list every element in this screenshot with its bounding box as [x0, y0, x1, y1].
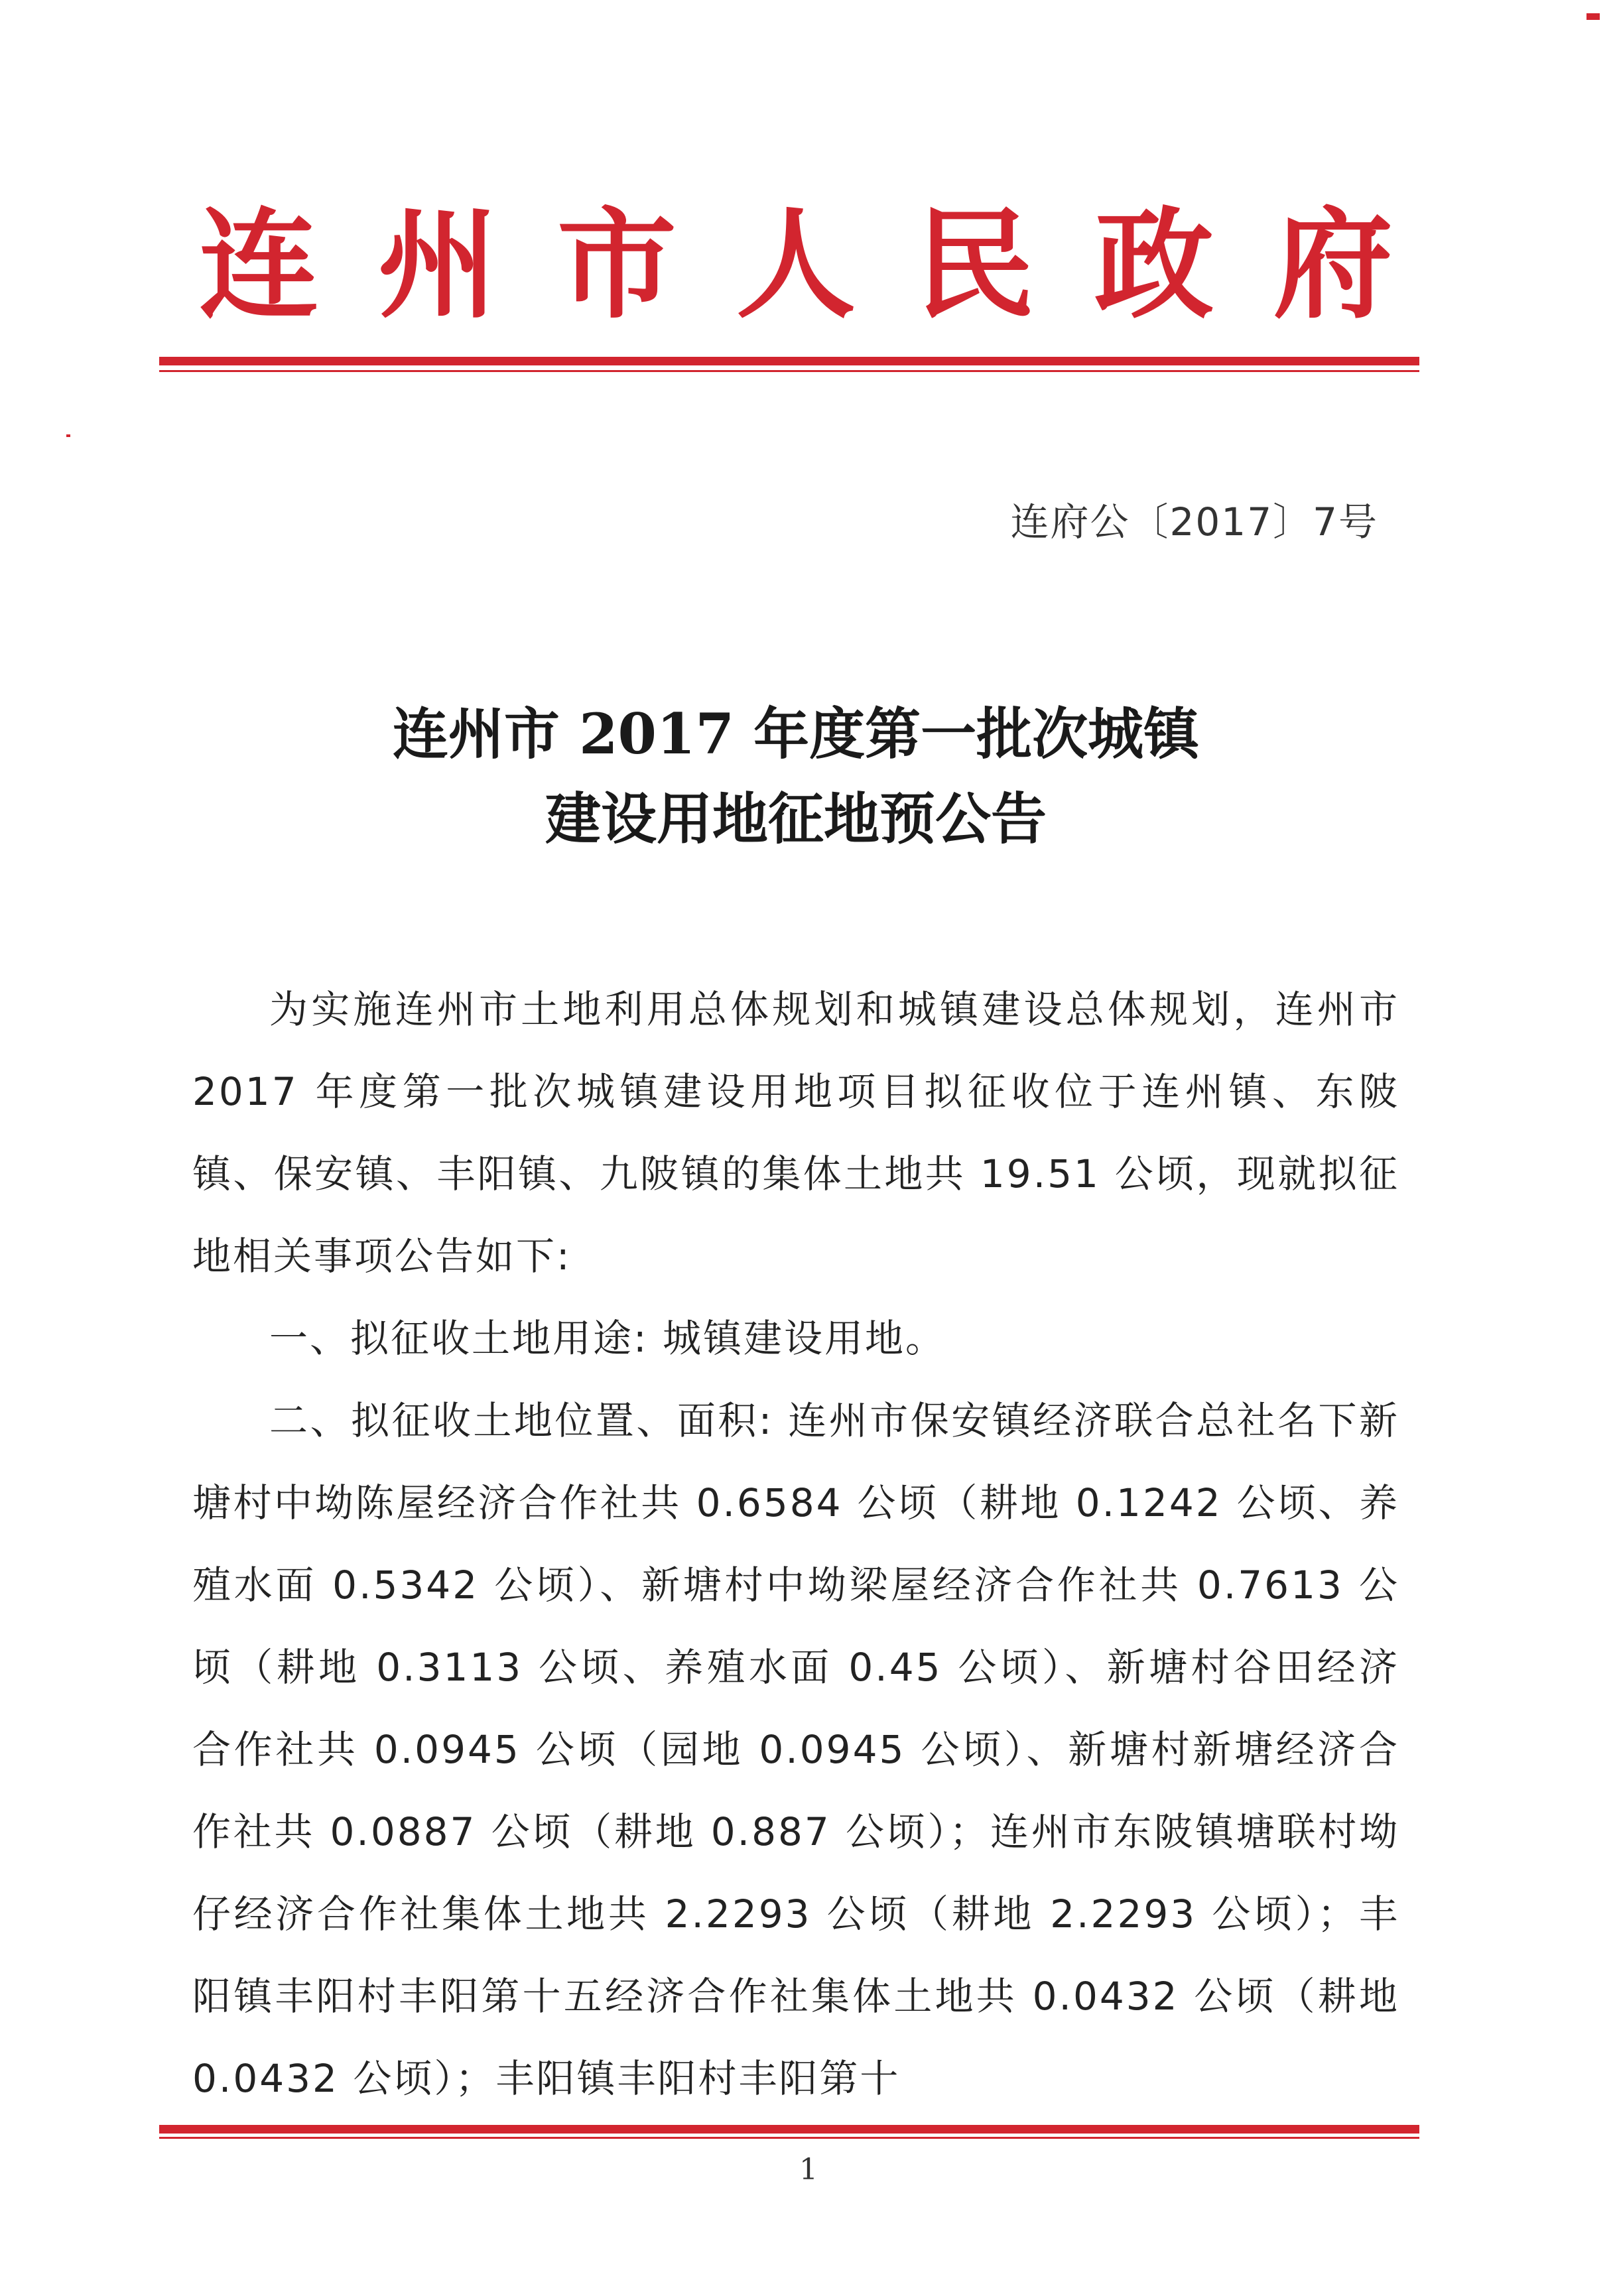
masthead-char: 州 [377, 195, 497, 335]
paragraph: 二、拟征收土地位置、面积: 连州市保安镇经济联合总社名下新塘村中坳陈屋经济合作社共 0.6584 公顷（耕地 0.1242 公顷、养殖水面 0.5342 公顷）、新塘村中坳梁屋经济合作社共 0.7613 公顷（耕地 0.3113 公顷、养殖水面 0.45 公顷）、新塘村谷田经济合作社共 0.0945 公顷（园地 0.0945 公顷）、新塘村新塘经济合作社共 0.0887 公顷（耕地 0.887 公顷）；连州市东陂镇塘联村坳仔经济合作社集体土地共 2.2293 公顷（耕地 2.2293 公顷）；丰阳镇丰阳村丰阳第十五经济合作社集体土地共 0.0432 公顷（耕地 0.0432 公顷）；丰阳镇丰阳村丰阳第十 [192, 1398, 1399, 2101]
document-number: 连府公〔2017〕7号 [1010, 499, 1378, 544]
masthead-char: 府 [1273, 195, 1393, 335]
masthead-char: 连 [199, 195, 319, 335]
title-line-1: 连州市 2017 年度第一批次城镇 [392, 701, 1200, 767]
title-line-2: 建设用地征地预公告 [545, 786, 1047, 852]
footer-rule-thick [159, 2125, 1419, 2134]
footer-rule-thin [159, 2137, 1419, 2139]
page-number: 1 [799, 2153, 818, 2187]
header-rule-thin [159, 370, 1419, 372]
masthead-char: 市 [556, 195, 677, 335]
masthead [199, 195, 1393, 335]
header-rule-thick [159, 357, 1419, 365]
body-text [192, 968, 1399, 2120]
scan-speck [66, 434, 70, 437]
masthead-char: 民 [915, 195, 1035, 335]
paragraph: 一、拟征收土地用途: 城镇建设用地。 [269, 1316, 946, 1361]
masthead-char: 政 [1094, 195, 1214, 335]
scan-speck [1586, 13, 1600, 20]
paragraph: 为实施连州市土地利用总体规划和城镇建设总体规划，连州市 2017 年度第一批次城镇建设用地项目拟征收位于连州镇、东陂镇、保安镇、丰阳镇、九陂镇的集体土地共 19.51 公顷，现就拟征地相关事项公告如下: [192, 987, 1399, 1279]
masthead-char: 人 [736, 195, 856, 335]
